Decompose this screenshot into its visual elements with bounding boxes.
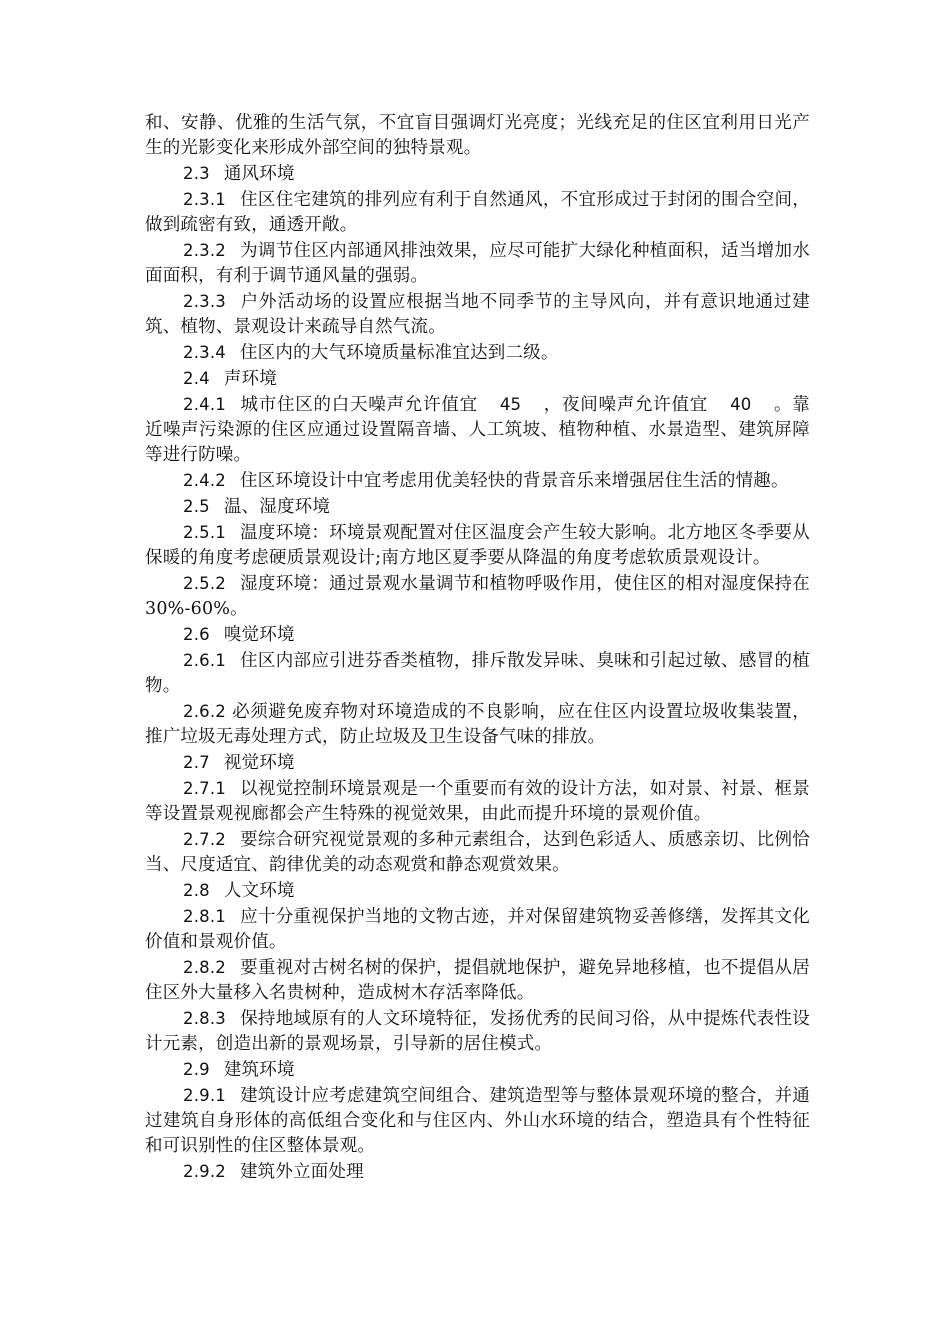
clause-2-7-2 — [145, 827, 810, 878]
clause-2-7-1 — [145, 776, 810, 827]
clause-text: 城市住区的白天噪声允许值宜 — [239, 395, 478, 415]
clause-number: 2.7.2 — [183, 830, 226, 849]
clause-2-6-2 — [145, 699, 810, 750]
section-number: 2.7 — [183, 753, 210, 772]
section-title: 建筑环境 — [223, 1060, 295, 1080]
clause-text: 户外活动场的设置应根据当地不同季节的主导风向，并有意识地通过建筑、植物、景观设计来疏导自然气流。 — [145, 292, 810, 337]
clause-2-4-1 — [145, 392, 810, 468]
clause-text: 以视觉控制环境景观是一个重要而有效的设计方法，如对景、衬景、框景等设置景观视廊都会产生特殊的视觉效果，由此而提升环境的景观价值。 — [145, 779, 810, 824]
section-number: 2.5 — [183, 497, 210, 516]
clause-number: 2.4.2 — [183, 471, 226, 490]
section-heading-2-5 — [145, 494, 810, 520]
clause-number: 2.3.4 — [183, 343, 226, 362]
section-heading-2-3 — [145, 161, 810, 187]
paragraph-text: 和、安静、优雅的生活气氛，不宜盲目强调灯光亮度；光线充足的住区宜利用日光产生的光影变化来形成外部空间的独特景观。 — [145, 113, 810, 158]
night-noise-value: 40 — [730, 395, 752, 414]
clause-number: 2.7.1 — [183, 779, 226, 798]
clause-text: 住区内的大气环境质量标准宜达到二级。 — [239, 343, 559, 363]
clause-2-3-2 — [145, 238, 810, 289]
clause-number: 2.3.3 — [183, 292, 226, 311]
section-number: 2.3 — [183, 164, 210, 183]
section-number: 2.4 — [183, 369, 210, 388]
clause-text: 湿度环境：通过景观水量调节和植物呼吸作用，使住区的相对湿度保持在 30%-60%。 — [145, 574, 810, 619]
clause-text: ，夜间噪声允许值宜 — [543, 395, 709, 415]
clause-text: 要重视对古树名树的保护，提倡就地保护，避免异地移植，也不提倡从居住区外大量移入名贵树种，造成树木存活率降低。 — [145, 958, 810, 1003]
clause-text: 住区住宅建筑的排列应有利于自然通风，不宜形成过于封闭的围合空间，做到疏密有致，通透开敞。 — [145, 190, 810, 235]
document-page — [145, 111, 810, 1185]
clause-text: 温度环境：环境景观配置对住区温度会产生较大影响。北方地区冬季要从保暖的角度考虑硬质景观设计;南方地区夏季要从降温的角度考虑软质景观设计。 — [145, 523, 810, 568]
section-title: 通风环境 — [223, 164, 295, 184]
clause-text: 必须避免废弃物对环境造成的不良影响，应在住区内设置垃圾收集装置，推广垃圾无毒处理方式，防止垃圾及卫生设备气味的排放。 — [145, 702, 810, 747]
clause-2-6-1 — [145, 648, 810, 699]
clause-number: 2.3.1 — [183, 190, 226, 209]
clause-number: 2.3.2 — [183, 241, 226, 260]
clause-text: 建筑外立面处理 — [239, 1162, 364, 1182]
day-noise-value: 45 — [499, 395, 522, 414]
clause-number: 2.8.2 — [183, 958, 226, 977]
clause-number: 2.9.2 — [183, 1162, 226, 1181]
clause-number: 2.6.2 — [183, 702, 226, 721]
clause-number: 2.6.1 — [183, 651, 226, 670]
clause-number: 2.9.1 — [183, 1086, 226, 1105]
clause-number: 2.8.3 — [183, 1009, 226, 1028]
clause-2-3-1 — [145, 187, 810, 238]
clause-2-3-3 — [145, 289, 810, 340]
clause-text: 建筑设计应考虑建筑空间组合、建筑造型等与整体景观环境的整合，并通过建筑自身形体的高低组合变化和与住区内、外山水环境的结合，塑造具有个性特征和可识别性的住区整体景观。 — [145, 1086, 810, 1156]
section-number: 2.8 — [183, 881, 210, 900]
clause-number: 2.8.1 — [183, 907, 226, 926]
section-title: 嗅觉环境 — [223, 625, 295, 645]
clause-number: 2.5.1 — [183, 523, 226, 542]
clause-2-8-1 — [145, 904, 810, 955]
clause-2-5-1 — [145, 520, 810, 571]
section-heading-2-6 — [145, 622, 810, 648]
clause-text: 。靠近噪声污染源的住区应通过设置隔音墙、人工筑坡、植物种植、水景造型、建筑屏障等进行防噪。 — [145, 395, 810, 465]
section-heading-2-7 — [145, 750, 810, 776]
clause-2-4-2 — [145, 468, 810, 494]
section-number: 2.9 — [183, 1060, 210, 1079]
clause-text: 应十分重视保护当地的文物古迹，并对保留建筑物妥善修缮，发挥其文化价值和景观价值。 — [145, 907, 810, 952]
clause-number: 2.4.1 — [183, 395, 226, 414]
clause-2-3-4 — [145, 340, 810, 366]
section-heading-2-4 — [145, 366, 810, 392]
paragraph-continuation — [145, 111, 810, 161]
clause-2-8-2 — [145, 955, 810, 1006]
section-title: 声环境 — [223, 369, 277, 389]
clause-text: 要综合研究视觉景观的多种元素组合，达到色彩适人、质感亲切、比例恰当、尺度适宜、韵律优美的动态观赏和静态观赏效果。 — [145, 830, 810, 875]
clause-text: 保持地域原有的人文环境特征，发扬优秀的民间习俗，从中提炼代表性设计元素，创造出新的景观场景，引导新的居住模式。 — [145, 1009, 810, 1054]
clause-text: 住区环境设计中宜考虑用优美轻快的背景音乐来增强居住生活的情趣。 — [239, 471, 789, 491]
clause-2-5-2 — [145, 571, 810, 622]
section-heading-2-9 — [145, 1057, 810, 1083]
clause-2-9-2 — [145, 1159, 810, 1185]
clause-text: 为调节住区内部通风排浊效果，应尽可能扩大绿化种植面积，适当增加水面面积，有利于调节通风量的强弱。 — [145, 241, 810, 286]
clause-2-8-3 — [145, 1006, 810, 1057]
section-number: 2.6 — [183, 625, 210, 644]
clause-number: 2.5.2 — [183, 574, 226, 593]
clause-text: 住区内部应引进芬香类植物，排斥散发异味、臭味和引起过敏、感冒的植物。 — [145, 651, 810, 696]
section-heading-2-8 — [145, 878, 810, 904]
section-title: 人文环境 — [223, 881, 295, 901]
clause-2-9-1 — [145, 1083, 810, 1159]
section-title: 温、湿度环境 — [223, 497, 331, 517]
section-title: 视觉环境 — [223, 753, 295, 773]
